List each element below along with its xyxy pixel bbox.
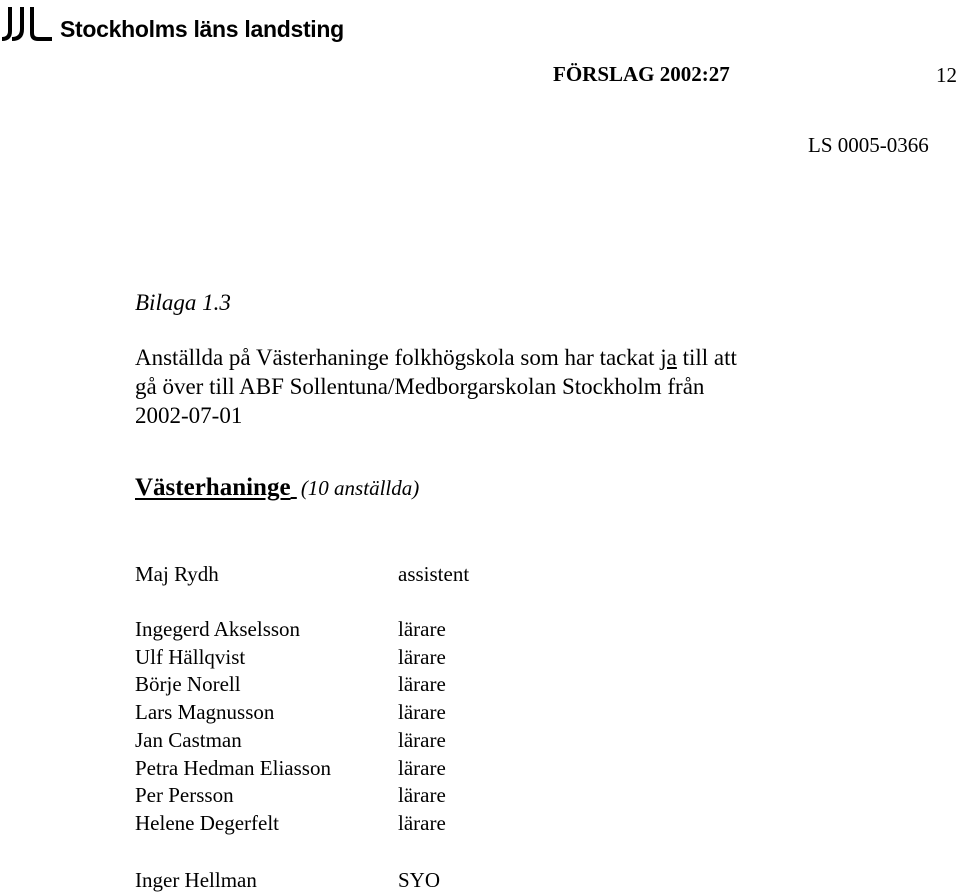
- section-title: Västerhaninge: [135, 474, 291, 501]
- staff-role: lärare: [398, 756, 446, 780]
- staff-role: lärare: [398, 783, 446, 807]
- staff-name: Inger Hellman: [135, 868, 257, 892]
- staff-role: lärare: [398, 672, 446, 696]
- organization-logo: [2, 4, 344, 44]
- appendix-label: Bilaga 1.3: [135, 290, 231, 315]
- staff-name: Lars Magnusson: [135, 700, 275, 724]
- staff-role: lärare: [398, 728, 446, 752]
- intro-line-1: Anställda på Västerhaninge folkhögskola som har tackat ja till att: [135, 345, 737, 370]
- section-note: (10 anställda): [300, 476, 420, 500]
- staff-name: Ulf Hällqvist: [135, 645, 246, 669]
- staff-name: Helene Degerfelt: [135, 811, 279, 835]
- document-number: FÖRSLAG 2002:27: [553, 62, 730, 86]
- staff-role: lärare: [398, 811, 446, 835]
- staff-name: Ingegerd Akselsson: [135, 617, 301, 641]
- underlined-word: ja: [660, 345, 677, 370]
- intro-paragraph: [135, 343, 855, 430]
- staff-role: assistent: [398, 562, 470, 586]
- staff-role: lärare: [398, 700, 446, 724]
- page-number: 12: [936, 63, 957, 87]
- organization-name: Stockholms läns landsting: [60, 15, 344, 42]
- staff-name: Petra Hedman Eliasson: [135, 756, 331, 780]
- staff-name: Jan Castman: [135, 728, 242, 752]
- staff-name: Börje Norell: [135, 672, 241, 696]
- staff-name: Maj Rydh: [135, 562, 219, 586]
- staff-name: Per Persson: [135, 783, 234, 807]
- section-heading: [135, 474, 419, 502]
- staff-role: lärare: [398, 617, 446, 641]
- reference-number: LS 0005-0366: [808, 133, 929, 157]
- intro-line-3: 2002-07-01: [135, 403, 243, 428]
- staff-role: SYO: [398, 868, 441, 892]
- intro-line-2: gå över till ABF Sollentuna/Medborgarskolan Stockholm från: [135, 374, 705, 399]
- sll-logo-icon: [2, 5, 52, 43]
- staff-role: lärare: [398, 645, 446, 669]
